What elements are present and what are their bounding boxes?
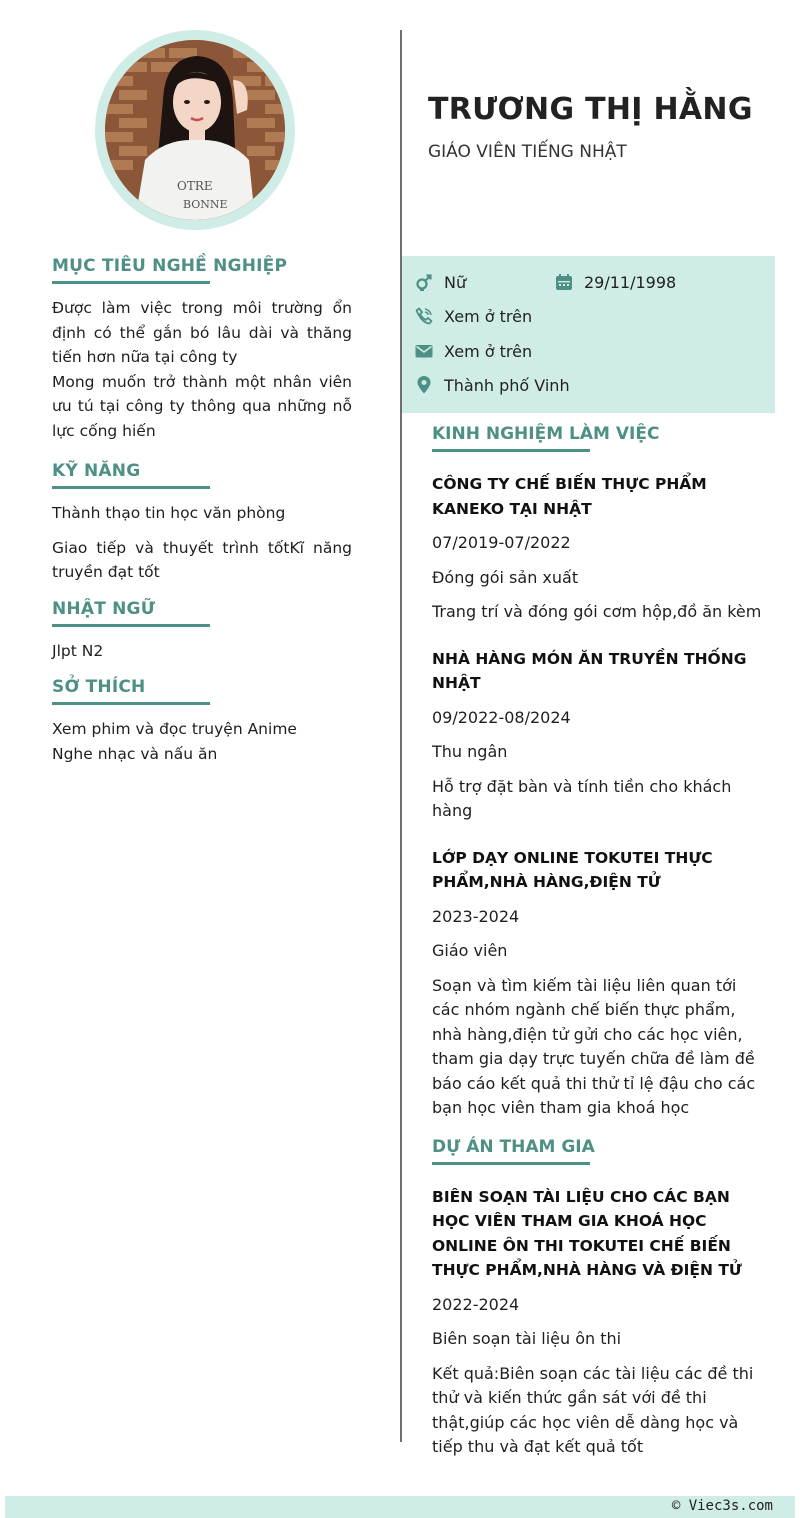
- right-column: [432, 424, 762, 1482]
- gender-icon: [414, 272, 434, 292]
- section-underline: [52, 486, 210, 489]
- address-row: [414, 375, 570, 395]
- experience-title: KINH NGHIỆM LÀM VIỆC: [432, 424, 660, 444]
- skills-section: [52, 461, 352, 585]
- experience-section: [432, 424, 762, 1121]
- avatar-frame: [95, 30, 295, 230]
- skills-title: KỸ NĂNG: [52, 461, 141, 481]
- svg-text:BONNE: BONNE: [183, 198, 228, 211]
- hobbies-title: SỞ THÍCH: [52, 677, 146, 697]
- job-position: Đóng gói sản xuất: [432, 567, 579, 587]
- hobbies-section: [52, 677, 352, 766]
- job-description: Soạn và tìm kiếm tài liệu liên quan tới các nhóm ngành chế biến thực phẩm, nhà hàng,điện tử gửi cho các học viên, tham gia dạy trực tuyến chữa đề làm đề báo cáo kết quả thi thử tỉ lệ đậu cho các bạn học viên tham gia khoá học: [432, 975, 756, 1117]
- job-company: NHÀ HÀNG MÓN ĂN TRUYỀN THỐNG NHẬT: [432, 649, 747, 692]
- job-company: LỚP DẠY ONLINE TOKUTEI THỰC PHẨM,NHÀ HÀNG,ĐIỆN TỬ: [432, 848, 713, 891]
- birthday-value: 29/11/1998: [584, 272, 677, 292]
- hobby-item: Nghe nhạc và nấu ăn: [52, 744, 218, 763]
- job-entry: [432, 846, 762, 1121]
- objective-text-1: Được làm việc trong môi trường ổn định có thể gắn bó lâu dài và thăng tiến hơn nữa tại công ty: [52, 299, 352, 366]
- objective-text-2: Mong muốn trở thành một nhân viên ưu tú tại công ty thông qua những nỗ lực cống hiến: [52, 372, 352, 440]
- section-underline: [52, 281, 210, 284]
- calendar-icon: [554, 272, 574, 292]
- birthday-row: [554, 272, 676, 292]
- job-period: 07/2019-07/2022: [432, 533, 571, 552]
- phone-icon: [414, 306, 434, 326]
- project-result: Kết quả:Biên soạn các tài liệu các đề thi thử và kiến thức gần sát với đề thi thật,giúp các học viên dễ dàng học và tiếp thu và đạt kết quả tốt: [432, 1363, 754, 1456]
- project-role: Biên soạn tài liệu ôn thi: [432, 1329, 622, 1348]
- avatar-photo: [105, 40, 285, 220]
- candidate-name: TRƯƠNG THỊ HẰNG: [428, 92, 753, 127]
- phone-row: [414, 306, 532, 326]
- email-row: [414, 341, 532, 361]
- footer-credit: © Viec3s.com: [671, 1498, 773, 1514]
- skill-item: Thành thạo tin học văn phòng: [52, 504, 286, 522]
- job-position: Giáo viên: [432, 941, 508, 960]
- project-period: 2022-2024: [432, 1294, 520, 1314]
- job-description: Hỗ trợ đặt bàn và tính tiền cho khách hàng: [432, 776, 732, 820]
- objective-title: MỤC TIÊU NGHỀ NGHIỆP: [52, 256, 288, 276]
- japanese-title: NHẬT NGỮ: [52, 598, 156, 619]
- job-position: Thu ngân: [432, 742, 508, 761]
- section-underline: [432, 1162, 590, 1165]
- svg-text:OTRE: OTRE: [177, 179, 213, 193]
- job-period: 09/2022-08/2024: [432, 707, 571, 727]
- project-entry: [432, 1185, 762, 1460]
- column-divider: [400, 30, 402, 1442]
- map-pin-icon: [414, 375, 434, 395]
- candidate-role: GIÁO VIÊN TIẾNG NHẬT: [428, 142, 627, 162]
- projects-section: [432, 1137, 762, 1460]
- phone-value: Xem ở trên: [444, 306, 533, 326]
- job-period: 2023-2024: [432, 906, 520, 926]
- gender-value: Nữ: [444, 272, 467, 292]
- gender-row: [414, 272, 466, 292]
- footer-bar: [5, 1496, 795, 1518]
- left-column: [52, 256, 352, 780]
- job-description: Trang trí và đóng gói cơm hộp,đồ ăn kèm: [432, 602, 762, 621]
- section-underline: [52, 702, 210, 705]
- japanese-section: [52, 599, 352, 664]
- job-company: CÔNG TY CHẾ BIẾN THỰC PHẨM KANEKO TẠI NHẬT: [432, 475, 707, 518]
- job-entry: [432, 647, 762, 824]
- skill-item: Giao tiếp và thuyết trình tốtKĩ năng truyền đạt tốt: [52, 538, 352, 581]
- projects-title: DỰ ÁN THAM GIA: [432, 1136, 595, 1157]
- hobby-item: Xem phim và đọc truyện Anime: [52, 720, 297, 738]
- section-underline: [432, 449, 590, 452]
- japanese-level: Jlpt N2: [52, 641, 104, 660]
- project-name: BIÊN SOẠN TÀI LIỆU CHO CÁC BẠN HỌC VIÊN THAM GIA KHOÁ HỌC ONLINE ÔN THI TOKUTEI CHẾ BIẾN THỰC PHẨM,NHÀ HÀNG VÀ ĐIỆN TỬ: [432, 1187, 742, 1279]
- section-underline: [52, 624, 210, 627]
- contact-info-panel: [402, 256, 775, 413]
- email-value: Xem ở trên: [444, 341, 533, 361]
- address-value: Thành phố Vinh: [444, 375, 570, 395]
- avatar: [105, 40, 285, 220]
- objective-section: [52, 256, 352, 443]
- envelope-icon: [414, 341, 434, 361]
- job-entry: [432, 472, 762, 625]
